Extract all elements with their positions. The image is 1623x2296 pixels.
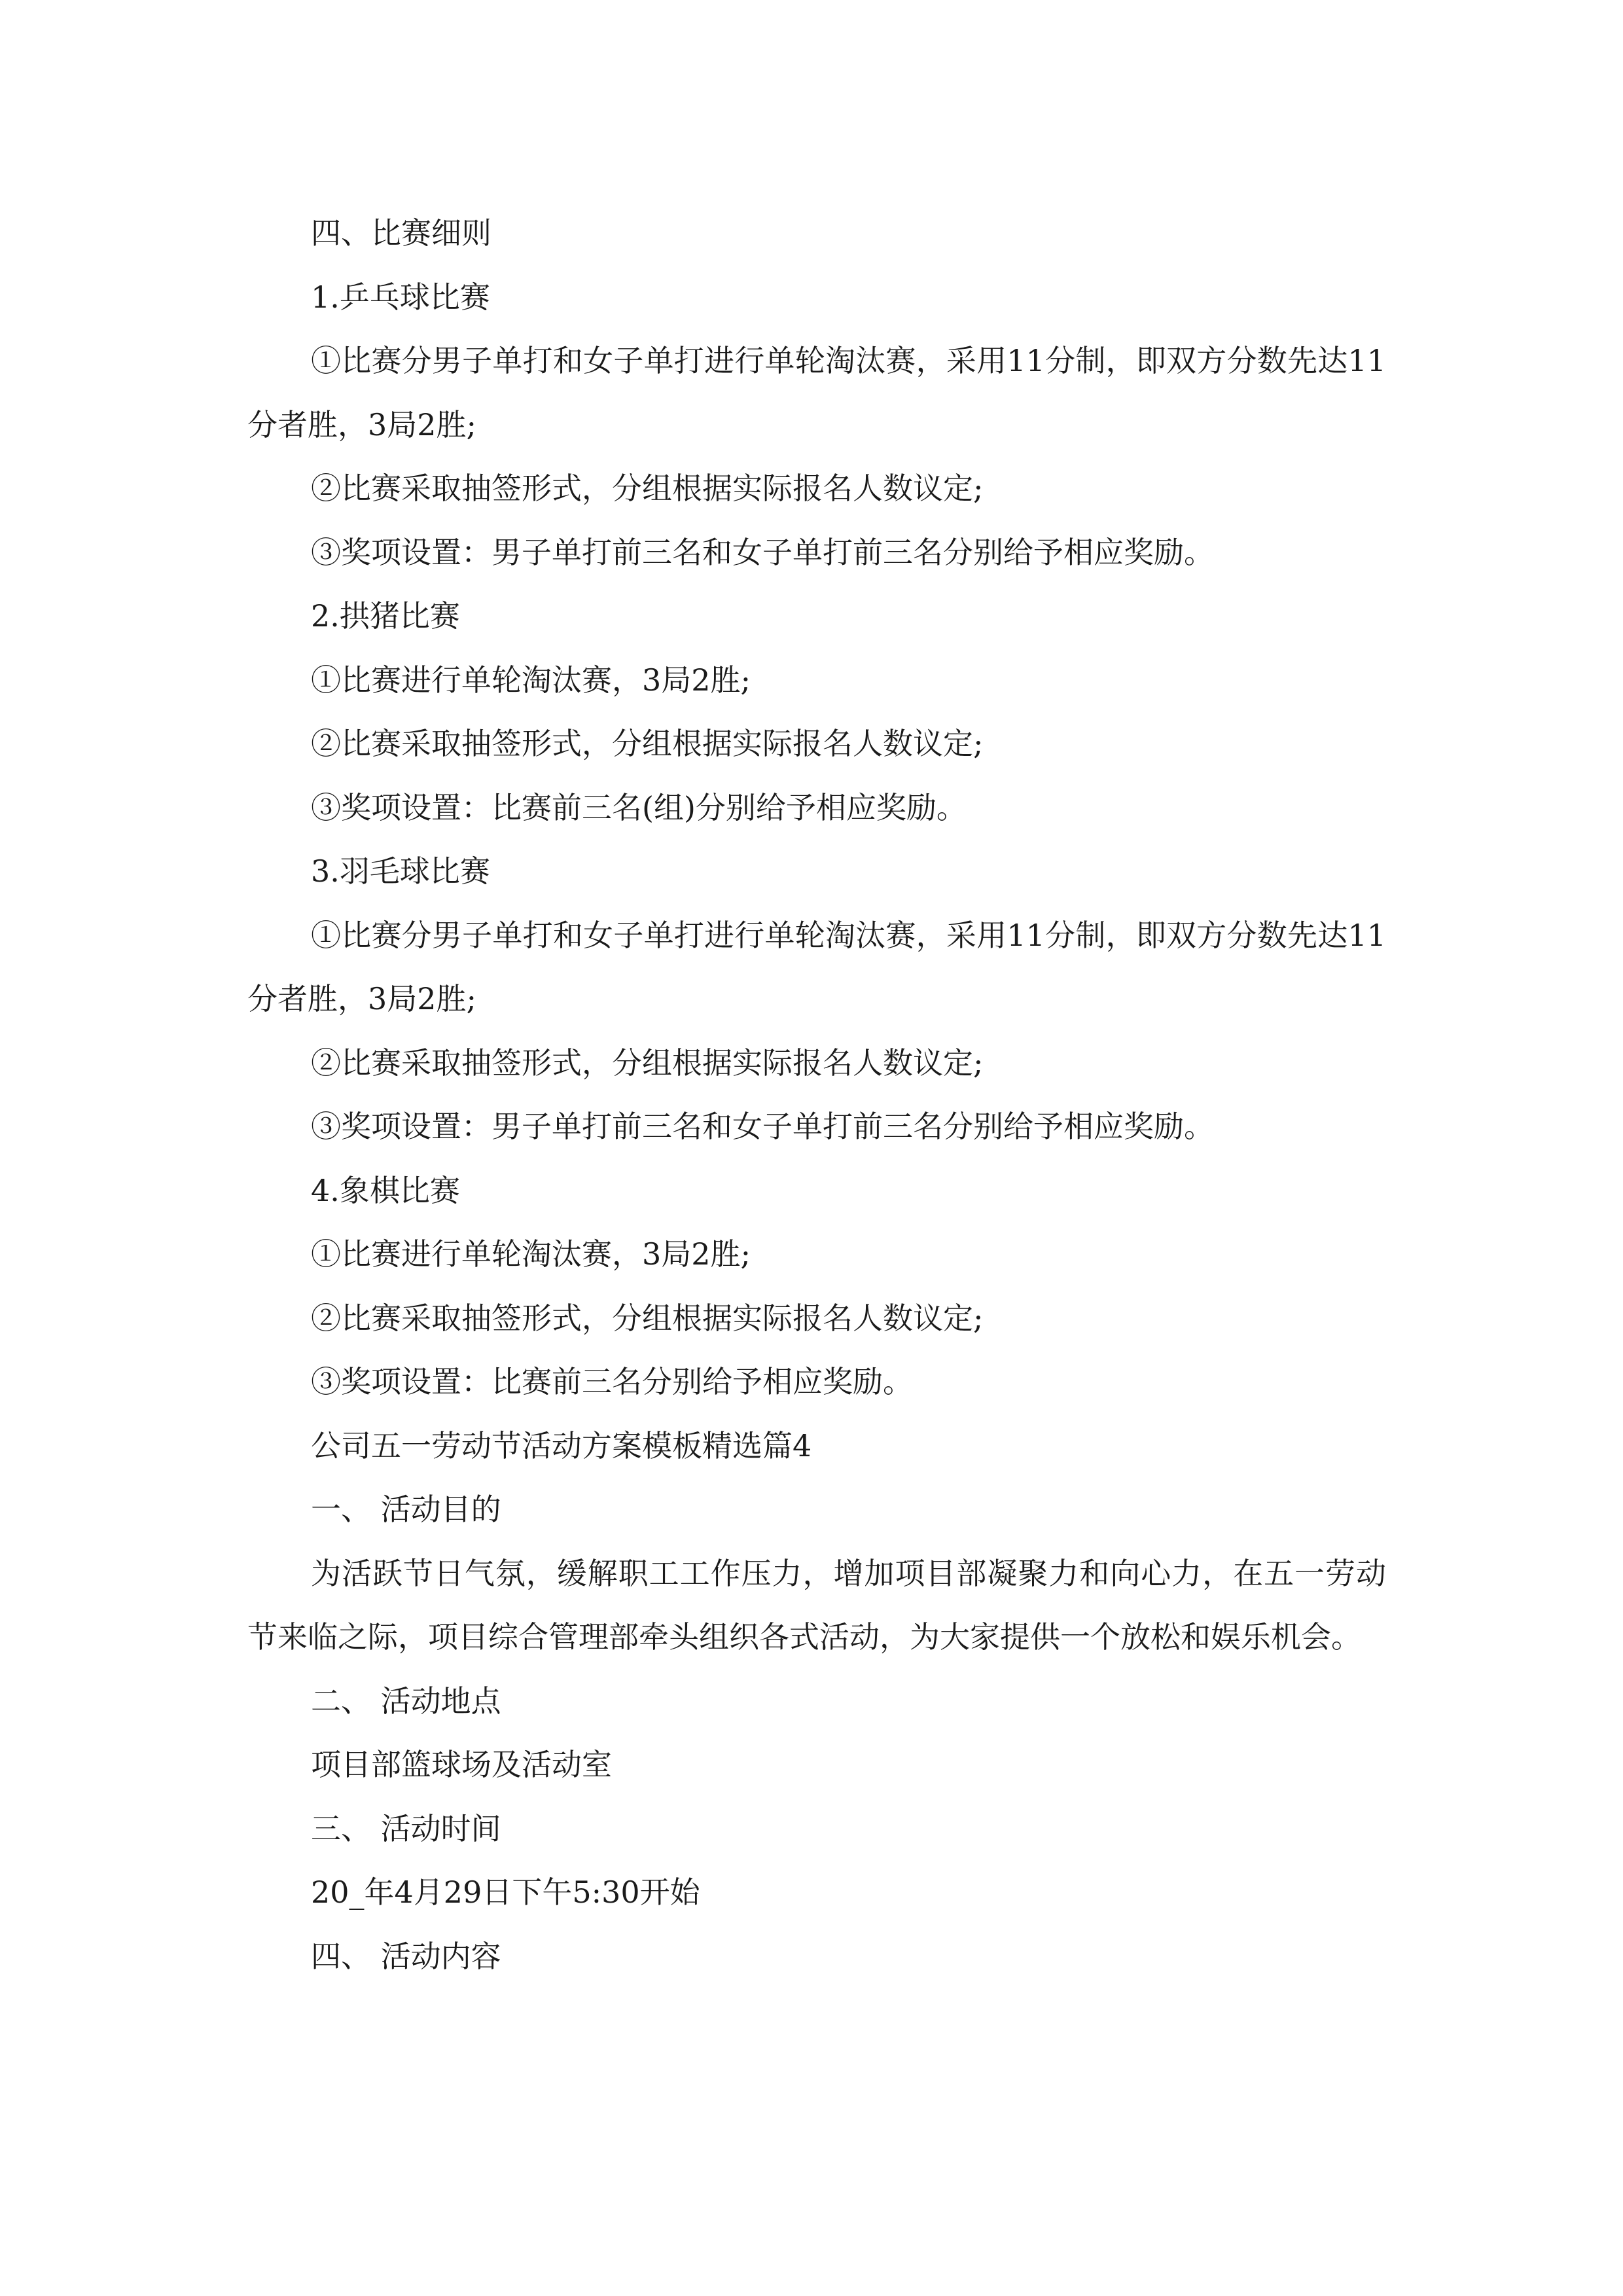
- rule-item: ②比赛采取抽签形式，分组根据实际报名人数议定;: [311, 1300, 984, 1336]
- section-heading: 二、 活动地点: [311, 1683, 501, 1719]
- document-body: [247, 202, 1386, 1988]
- section-heading: 四、 活动内容: [311, 1938, 501, 1974]
- subsection-heading: 4.象棋比赛: [311, 1172, 460, 1208]
- rule-item: ①比赛分男子单打和女子单打进行单轮淘汰赛，采用11分制，即双方分数先达11分者胜，3局2胜;: [247, 917, 1386, 1016]
- subsection-heading: 2.拱猪比赛: [311, 598, 460, 634]
- rule-item: ③奖项设置：男子单打前三名和女子单打前三名分别给予相应奖励。: [311, 534, 1214, 570]
- rule-item: ②比赛采取抽签形式，分组根据实际报名人数议定;: [311, 471, 984, 506]
- rule-item: ②比赛采取抽签形式，分组根据实际报名人数议定;: [311, 1045, 984, 1081]
- body-paragraph: 20_年4月29日下午5:30开始: [311, 1874, 700, 1910]
- subsection-heading: 1.乒乓球比赛: [311, 279, 490, 315]
- section-heading: 三、 活动时间: [311, 1810, 501, 1846]
- rule-item: ①比赛进行单轮淘汰赛，3局2胜;: [311, 662, 751, 698]
- rule-item: ③奖项设置：男子单打前三名和女子单打前三名分别给予相应奖励。: [311, 1109, 1214, 1144]
- body-paragraph: 项目部篮球场及活动室: [311, 1747, 612, 1782]
- rule-item: ②比赛采取抽签形式，分组根据实际报名人数议定;: [311, 726, 984, 761]
- subsection-heading: 3.羽毛球比赛: [311, 853, 490, 889]
- rule-item: ③奖项设置：比赛前三名(组)分别给予相应奖励。: [311, 789, 967, 825]
- rule-item: ①比赛进行单轮淘汰赛，3局2胜;: [311, 1236, 751, 1272]
- rule-item: ③奖项设置：比赛前三名分别给予相应奖励。: [311, 1364, 913, 1399]
- section-heading: 一、 活动目的: [311, 1492, 501, 1527]
- section-heading: 四、比赛细则: [311, 215, 491, 251]
- rule-item: ①比赛分男子单打和女子单打进行单轮淘汰赛，采用11分制，即双方分数先达11分者胜，3局2胜;: [247, 343, 1386, 442]
- article-title: 公司五一劳动节活动方案模板精选篇4: [311, 1427, 812, 1463]
- body-paragraph: 为活跃节日气氛，缓解职工工作压力，增加项目部凝聚力和向心力，在五一劳动节来临之际，项目综合管理部牵头组织各式活动，为大家提供一个放松和娱乐机会。: [247, 1555, 1386, 1655]
